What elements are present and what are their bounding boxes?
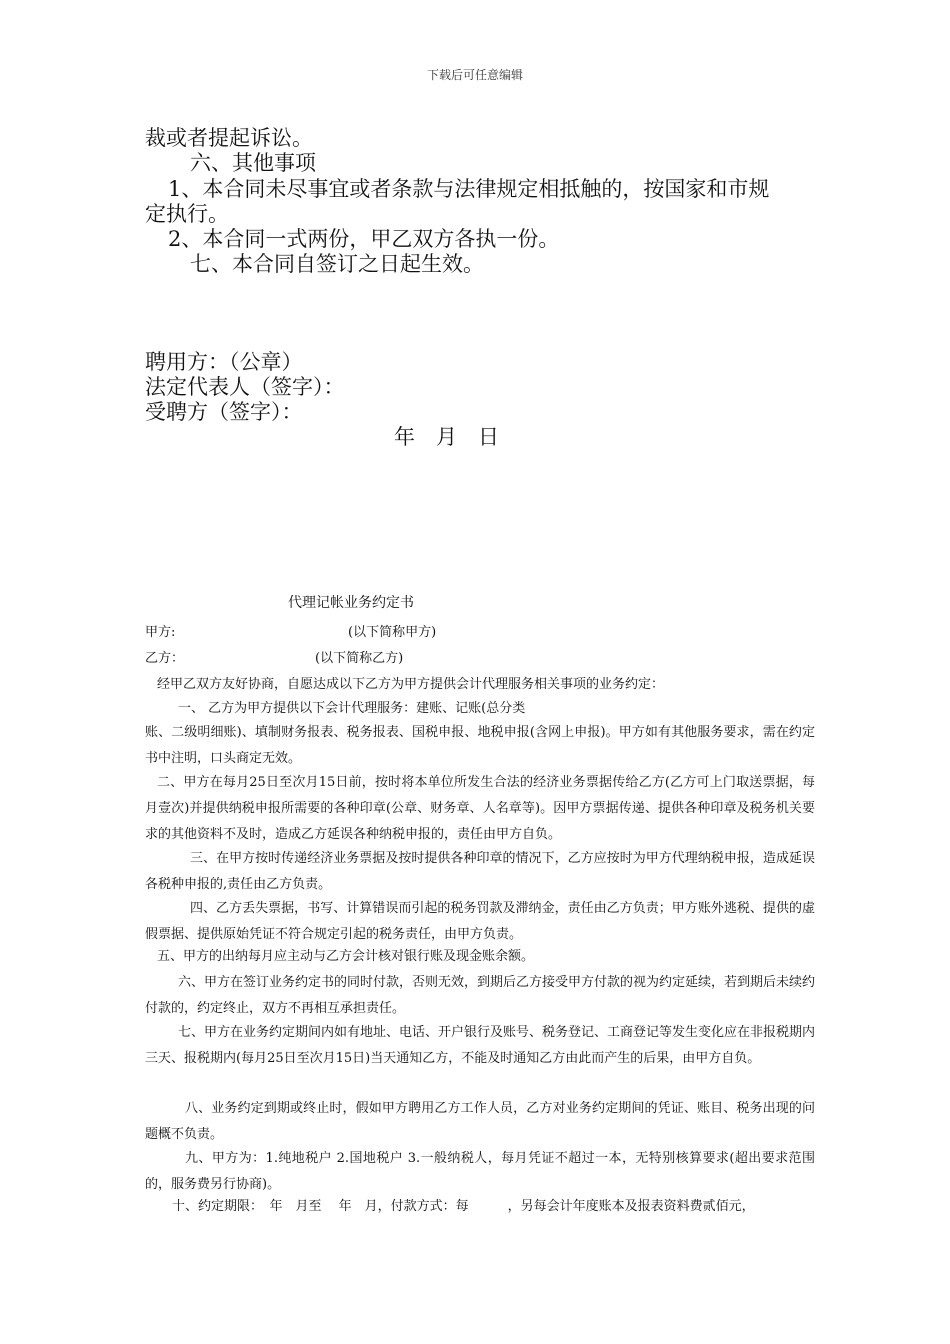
clause-8: 八、业务约定到期或终止时，假如甲方聘用乙方工作人员，乙方对业务约定期间的凭证、账目、税务出现的问题概不负责。 bbox=[145, 1101, 815, 1142]
signature-employee: 受聘方（签字）： bbox=[145, 400, 303, 424]
signature-legal-rep: 法定代表人（签字）： bbox=[145, 375, 345, 399]
clause-6: 六、甲方在签订业务约定书的同时付款，否则无效，到期后乙方接受甲方付款的视为约定延续，若到期后未续约付款的，约定终止，双方不再相互承担责任。 bbox=[145, 975, 816, 1016]
clause-5: 五、甲方的出纳每月应主动与乙方会计核对银行账及现金账余额。 bbox=[157, 949, 535, 964]
section-title: 六、其他事项 bbox=[190, 151, 316, 175]
intro-paragraph: 经甲乙双方友好协商，自愿达成以下乙方为甲方提供会计代理服务相关事项的业务约定： bbox=[157, 677, 665, 692]
party-b-note: (以下简称乙方) bbox=[315, 651, 404, 666]
text-line: 1、本合同未尽事宜或者条款与法律规定相抵触的，按国家和市规 bbox=[168, 177, 770, 201]
clause-2: 二、甲方在每月25日至次月15日前，按时将本单位所发生合法的经济业务票据传给乙方(乙方可上门取送票据，每月壹次)并提供纳税申报所需要的各种印章(公章、财务章、人名章等)。因甲方票据传递、提供各种印章及税务机关要求的其他资料不及时，造成乙方延误各种纳税申报的，责任由甲方自负。 bbox=[145, 775, 815, 842]
clause-3: 三、在甲方按时传递经济业务票据及按时提供各种印章的情况下，乙方应按时为甲方代理纳税申报，造成延误各税种申报的,责任由乙方负责。 bbox=[145, 851, 815, 892]
document-title: 代理记帐业务约定书 bbox=[288, 595, 414, 611]
clause-10: 十、约定期限： 年 月至 年 月，付款方式：每 ，另每会计年度账本及报表资料费贰佰元， bbox=[172, 1199, 755, 1214]
clause-4: 四、乙方丢失票据，书写、计算错误而引起的税务罚款及滞纳金，责任由乙方负责；甲方账外逃税、提供的虚假票据、提供原始凭证不符合规定引起的税务责任，由甲方负责。 bbox=[145, 901, 815, 942]
party-a-label: 甲方: bbox=[145, 625, 176, 640]
text-line: 定执行。 bbox=[145, 202, 229, 226]
party-a-note: (以下简称甲方) bbox=[348, 625, 437, 640]
clause-7: 七、甲方在业务约定期间内如有地址、电话、开户银行及账号、税务登记、工商登记等发生变化应在非报税期内三天、报税期内(每月25日至次月15日)当天通知乙方，不能及时通知乙方由此而产生的后果，由甲方自负。 bbox=[145, 1025, 816, 1066]
signature-employer: 聘用方：（公章） bbox=[145, 350, 303, 374]
party-b-label: 乙方： bbox=[145, 651, 185, 666]
clause-9: 九、甲方为：1.纯地税户 2.国地税户 3.一般纳税人，每月凭证不超过一本，无特别核算要求(超出要求范围的，服务费另行协商)。 bbox=[145, 1151, 815, 1192]
page-header: 下载后可任意编辑 bbox=[426, 68, 523, 82]
section-title: 七、本合同自签订之日起生效。 bbox=[190, 252, 484, 276]
clause-1-first-line: 一、 乙方为甲方提供以下会计代理服务：建账、记账(总分类 bbox=[178, 701, 526, 716]
signature-date: 年 月 日 bbox=[394, 425, 499, 449]
text-line: 裁或者提起诉讼。 bbox=[145, 126, 313, 150]
clause-1-rest: 账、二级明细账)、填制财务报表、税务报表、国税申报、地税申报(含网上申报)。甲方如有其他服务要求，需在约定书中注明，口头商定无效。 bbox=[145, 725, 815, 766]
text-line: 2、本合同一式两份，甲乙双方各执一份。 bbox=[168, 227, 560, 251]
